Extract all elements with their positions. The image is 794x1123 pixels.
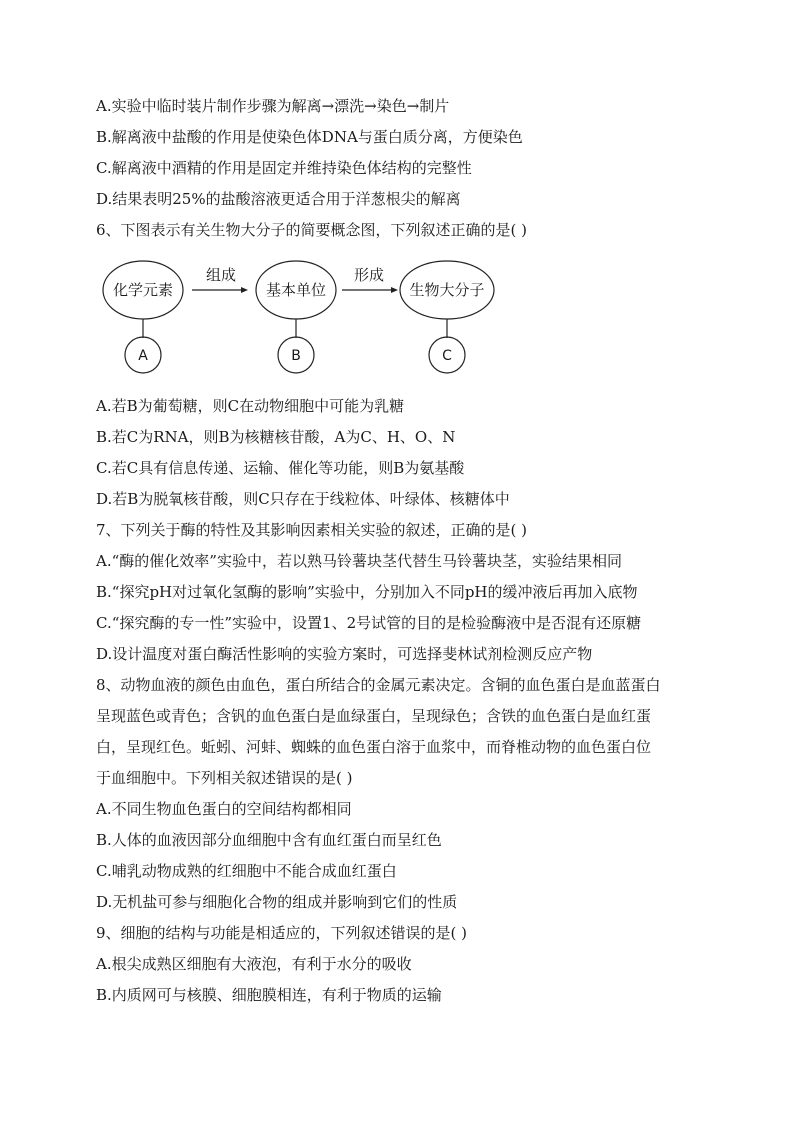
q9-option-b: B.内质网可与核膜、细胞膜相连，有利于物质的运输 [96,986,442,1004]
q5-option-b: B.解离液中盐酸的作用是使染色体DNA与蛋白质分离，方便染色 [96,128,523,146]
q8-option-d: D.无机盐可参与细胞化合物的组成并影响到它们的性质 [96,893,458,911]
q8-option-b: B.人体的血液因部分血细胞中含有血红蛋白而呈红色 [96,831,442,849]
q8-stem-line1: 8、动物血液的颜色由血色，蛋白所结合的金属元素决定。含铜的血色蛋白是血蓝蛋白 [96,676,661,694]
q8-stem-line4: 于血细胞中。下列相关叙述错误的是( ) [96,769,353,787]
arrow-compose-label: 组成 [205,266,237,284]
node-biomacromolecule-label: 生物大分子 [409,281,485,299]
circle-c-label: C [442,348,452,364]
q8-stem-line3: 白，呈现红色。蚯蚓、河蚌、蜘蛛的血色蛋白溶于血浆中，而脊椎动物的血色蛋白位 [96,738,652,756]
q7-stem: 7、下列关于酶的特性及其影响因素相关实验的叙述，正确的是( ) [96,521,528,539]
q6-option-b: B.若C为RNA，则B为核糖核苷酸，A为C、H、O、N [96,428,456,446]
arrow-compose-head [241,287,248,293]
q9-stem: 9、细胞的结构与功能是相适应的，下列叙述错误的是( ) [96,924,468,942]
q6-stem: 6、下图表示有关生物大分子的简要概念图，下列叙述正确的是( ) [96,221,528,239]
q8-option-a: A.不同生物血色蛋白的空间结构都相同 [96,800,352,818]
q8-option-c: C.哺乳动物成熟的红细胞中不能合成血红蛋白 [96,862,397,880]
q5-option-d: D.结果表明25%的盐酸溶液更适合用于洋葱根尖的解离 [96,190,461,208]
q6-option-a: A.若B为葡萄糖，则C在动物细胞中可能为乳糖 [96,397,405,415]
q6-option-c: C.若C具有信息传递、运输、催化等功能，则B为氨基酸 [96,459,465,477]
q5-option-a: A.实验中临时装片制作步骤为解离→漂洗→染色→制片 [96,97,450,115]
q5-option-c: C.解离液中酒精的作用是固定并维持染色体结构的完整性 [96,159,472,177]
q7-option-a: A.“酶的催化效率”实验中，若以熟马铃薯块茎代替生马铃薯块茎，实验结果相同 [96,552,622,570]
q6-option-d: D.若B为脱氧核苷酸，则C只存在于线粒体、叶绿体、核糖体中 [96,490,510,508]
q9-option-a: A.根尖成熟区细胞有大液泡，有利于水分的吸收 [96,955,412,973]
node-chemical-elements-label: 化学元素 [112,281,174,299]
q7-option-b: B.“探究pH对过氧化氢酶的影响”实验中，分别加入不同pH的缓冲液后再加入底物 [96,583,638,601]
node-basic-unit-label: 基本单位 [265,281,327,299]
arrow-form-head [391,287,398,293]
arrow-form-label: 形成 [353,266,385,284]
q7-option-d: D.设计温度对蛋白酶活性影响的实验方案时，可选择斐林试剂检测反应产物 [96,645,593,663]
concept-map-diagram [96,258,516,380]
q8-stem-line2: 呈现蓝色或青色；含钒的血色蛋白是血绿蛋白，呈现绿色；含铁的血色蛋白是血红蛋 [96,707,652,725]
circle-b-label: B [291,348,301,364]
circle-a-label: A [138,348,148,364]
q7-option-c: C.“探究酶的专一性”实验中，设置1、2号试管的目的是检验酶液中是否混有还原糖 [96,614,642,632]
